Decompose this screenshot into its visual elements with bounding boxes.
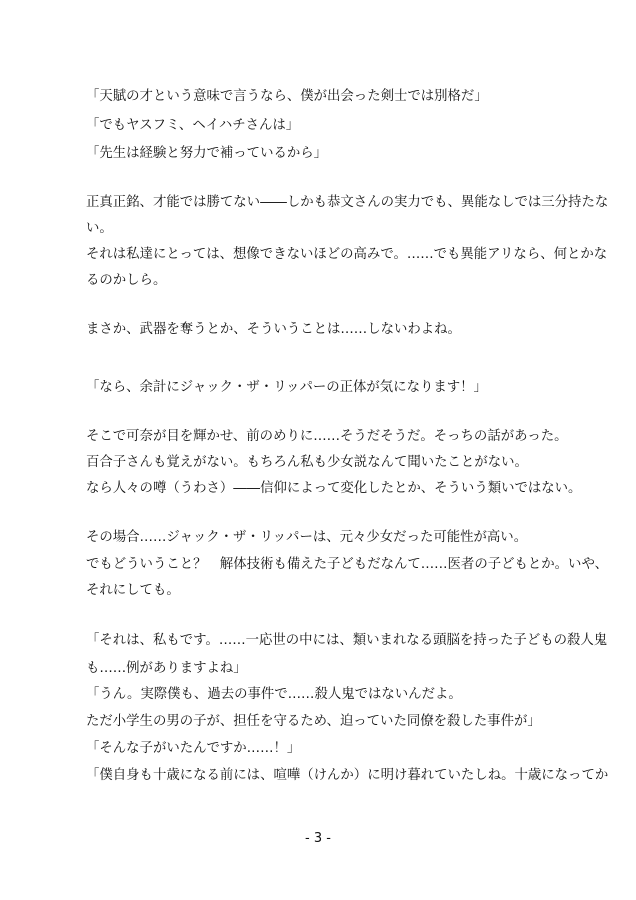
text-line: るのかしら。 [86,273,167,288]
text-line: 「でもヤスフミ、ヘイハチさんは」 [86,118,300,133]
text-line: 「天賦の才という意味で言うなら、僕が出会った剣士では別格だ」 [86,89,488,104]
text-line: なら人々の噂（うわさ）――信仰によって変化したとか、そういう類いではない。 [86,481,582,496]
text-line: 「僕自身も十歳になる前には、喧嘩（けんか）に明け暮れていたしね。十歳になってか [86,768,609,783]
text-line: 正真正銘、才能では勝てない――しかも恭文さんの実力でも、異能なしでは三分持たな [86,195,609,210]
text-line: も……例がありますよね」 [86,661,247,676]
text-line: 「それは、私もです。……一応世の中には、類いまれなる頭脳を持った子どもの殺人鬼 [86,633,608,648]
text-line: そこで可奈が目を輝かせ、前のめりに……そうだそうだ。そっちの話があった。 [86,429,568,444]
text-line: それにしても。 [86,583,180,598]
text-line: い。 [86,221,113,236]
page-number: - 3 - [305,831,331,846]
text-line: 「なら、余計にジャック・ザ・リッパーの正体が気になります！」 [86,380,487,395]
text-line: まさか、武器を奪うとか、そういうことは……しないわよね。 [86,322,461,337]
text-line: その場合……ジャック・ザ・リッパーは、元々少女だった可能性が高い。 [86,530,528,545]
text-line: それは私達にとっては、想像できないほどの高みで。……でも異能アリなら、何とかな [86,247,608,262]
text-line: 百合子さんも覚えがない。もちろん私も少女説なんて聞いたことがない。 [86,455,528,470]
text-line: 「そんな子がいたんですか……！」 [86,741,301,756]
text-line: 「先生は経験と努力で補っているから」 [86,146,328,161]
text-line: ただ小学生の男の子が、担任を守るため、迫っていた同僚を殺した事件が」 [86,714,541,729]
text-line: 「うん。実際僕も、過去の事件で……殺人鬼ではないんだよ。 [86,687,462,702]
text-line: でもどういうこと？ 解体技術も備えた子どもだなんて……医者の子どもとか。いや、 [86,557,608,572]
